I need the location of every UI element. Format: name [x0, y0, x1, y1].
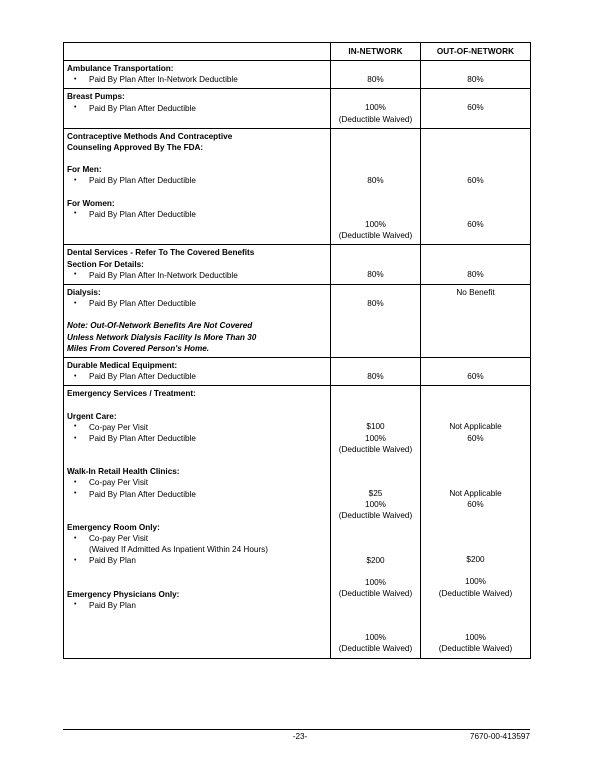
emergency-room-waiver-note: (Waived If Admitted As Inpatient Within 24 Hours)	[89, 545, 268, 555]
value-er-plan: 100%	[365, 577, 386, 587]
value-text: 80%	[367, 299, 384, 309]
benefit-bullet-list-women	[67, 209, 327, 220]
value-urgent-care-copay: Not Applicable	[449, 422, 502, 432]
footer-page-number: -23-	[292, 732, 308, 741]
spacer	[332, 477, 419, 488]
table-row	[64, 386, 531, 658]
value-out-of-network	[421, 89, 531, 128]
column-header-benefit	[64, 43, 331, 61]
value-text: 80%	[467, 270, 484, 280]
list-item: • Paid By Plan After Deductible	[67, 433, 327, 444]
spacer	[67, 444, 327, 455]
value-urgent-care-plan: 100%	[365, 433, 386, 443]
spacer	[422, 532, 529, 543]
list-item: • Paid By Plan	[67, 555, 327, 566]
value-out-of-network	[421, 386, 531, 658]
benefit-title: Breast Pumps:	[67, 92, 125, 102]
list-item: • Paid By Plan After Deductible	[67, 371, 327, 382]
value-text-women: 60%	[467, 220, 484, 230]
value-in-network	[331, 128, 421, 245]
value-text-women: 100%	[365, 220, 386, 230]
table-body	[64, 61, 531, 659]
spacer	[422, 142, 529, 153]
benefit-subheading-women: For Women:	[67, 198, 115, 208]
list-item: • Paid By Plan	[67, 600, 327, 611]
benefit-note-line-3: Miles From Covered Person's Home.	[67, 343, 210, 353]
spacer	[332, 621, 419, 632]
table-row	[64, 61, 531, 89]
list-item: • Paid By Plan After Deductible	[67, 298, 327, 309]
value-text: 80%	[467, 75, 484, 84]
spacer	[67, 153, 327, 164]
footer-divider	[63, 729, 530, 730]
value-out-of-network	[421, 61, 531, 89]
value-urgent-care-note: (Deductible Waived)	[338, 444, 413, 454]
value-text: 80%	[367, 270, 384, 280]
spacer	[332, 186, 419, 197]
value-in-network	[331, 61, 421, 89]
benefit-title: Durable Medical Equipment:	[67, 361, 178, 371]
value-er-physicians-plan: 100%	[365, 633, 386, 643]
spacer	[332, 197, 419, 208]
spacer	[422, 197, 529, 208]
benefits-table	[63, 42, 531, 659]
value-text-men: 80%	[367, 175, 384, 185]
benefit-ambulance-transportation	[64, 61, 331, 89]
value-walk-in-copay: Not Applicable	[449, 488, 502, 498]
value-walk-in-plan: 60%	[467, 500, 484, 510]
spacer	[67, 578, 327, 589]
spacer	[332, 91, 419, 102]
spacer	[332, 247, 419, 258]
spacer	[332, 455, 419, 466]
value-in-network	[331, 358, 421, 386]
benefit-bullet-list-emergency-physicians	[67, 600, 327, 611]
benefit-subheading-emergency-physicians: Emergency Physicians Only:	[67, 589, 180, 599]
benefit-contraceptive-methods	[64, 128, 331, 245]
spacer	[332, 466, 419, 477]
spacer	[422, 543, 529, 554]
value-out-of-network	[421, 285, 531, 358]
benefit-bullet-list	[67, 74, 327, 85]
spacer	[422, 455, 529, 466]
value-urgent-care-copay: $100	[366, 422, 385, 432]
value-walk-in-copay: $25	[368, 489, 383, 499]
spacer	[67, 455, 327, 466]
spacer	[332, 258, 419, 269]
spacer	[332, 164, 419, 175]
value-out-of-network	[421, 245, 531, 285]
benefit-title-line-1: Contraceptive Methods And Contraceptive	[67, 131, 233, 141]
spacer	[332, 153, 419, 164]
spacer	[332, 388, 419, 399]
spacer	[332, 287, 419, 298]
value-er-note: (Deductible Waived)	[438, 588, 513, 598]
value-out-of-network	[421, 128, 531, 245]
benefit-breast-pumps	[64, 89, 331, 128]
list-item: • Co-pay Per Visit	[67, 422, 327, 433]
list-item: • Paid By Plan After In-Network Deductible	[67, 270, 327, 281]
benefit-dialysis	[64, 285, 331, 358]
benefit-bullet-list	[67, 298, 327, 309]
table-header-row	[64, 43, 531, 61]
value-er-physicians-plan: 100%	[465, 632, 486, 642]
list-item: • Co-pay Per Visit	[67, 533, 327, 544]
benefit-title: Emergency Services / Treatment:	[67, 389, 196, 399]
spacer	[332, 410, 419, 421]
benefit-dental-services	[64, 245, 331, 285]
list-item: • Paid By Plan After Deductible	[67, 103, 327, 114]
spacer	[332, 599, 419, 610]
spacer	[67, 187, 327, 198]
spacer	[332, 360, 419, 371]
benefit-note-line-2: Unless Network Dialysis Facility Is More Than 30	[67, 332, 257, 342]
benefit-emergency-services	[64, 386, 331, 658]
value-text: 60%	[467, 372, 484, 382]
value-in-network	[331, 386, 421, 658]
spacer	[422, 621, 529, 632]
spacer	[332, 610, 419, 621]
benefit-subheading-men: For Men:	[67, 165, 102, 175]
value-text: 80%	[367, 372, 384, 382]
value-er-note: (Deductible Waived)	[338, 589, 413, 599]
value-out-of-network	[421, 358, 531, 386]
spacer	[422, 599, 529, 610]
benefit-title: Ambulance Transportation:	[67, 64, 174, 73]
spacer	[332, 208, 419, 219]
spacer	[422, 91, 529, 102]
value-text: No Benefit	[456, 288, 495, 298]
spacer	[422, 410, 529, 421]
benefit-title-line-2: Section For Details:	[67, 259, 144, 269]
spacer	[332, 544, 419, 555]
table-row	[64, 285, 531, 358]
column-header-out-of-network: OUT-OF-NETWORK	[421, 43, 531, 61]
spacer	[67, 309, 327, 320]
spacer	[422, 247, 529, 258]
value-in-network	[331, 89, 421, 128]
spacer	[422, 521, 529, 532]
value-er-copay: $200	[366, 555, 385, 565]
column-header-in-network: IN-NETWORK	[331, 43, 421, 61]
benefit-title: Dialysis:	[67, 288, 101, 298]
table-row	[64, 128, 531, 245]
benefit-bullet-list	[67, 103, 327, 114]
spacer	[422, 466, 529, 477]
spacer	[422, 164, 529, 175]
spacer	[332, 399, 419, 410]
value-in-network	[331, 245, 421, 285]
benefit-bullet-list-walk-in-clinics	[67, 477, 327, 499]
spacer	[422, 444, 529, 455]
value-note: (Deductible Waived)	[338, 114, 413, 124]
benefit-note-line-1: Note: Out-Of-Network Benefits Are Not Covered	[67, 321, 253, 331]
benefit-bullet-list-emergency-room	[67, 533, 327, 544]
value-walk-in-note: (Deductible Waived)	[338, 511, 413, 521]
spacer	[332, 131, 419, 142]
value-er-copay: $200	[466, 555, 485, 565]
spacer	[332, 566, 419, 577]
benefit-title-line-1: Dental Services - Refer To The Covered Benefits	[67, 248, 255, 258]
list-item: • Paid By Plan After Deductible	[67, 175, 327, 186]
benefit-bullet-list-emergency-room-2	[67, 555, 327, 566]
benefit-bullet-list-men	[67, 175, 327, 186]
value-urgent-care-plan: 60%	[467, 433, 484, 443]
benefit-subheading-urgent-care: Urgent Care:	[67, 411, 117, 421]
spacer	[332, 522, 419, 533]
spacer	[422, 565, 529, 576]
spacer	[332, 533, 419, 544]
value-text: 80%	[367, 75, 384, 84]
spacer	[422, 388, 529, 399]
list-item: • Paid By Plan After In-Network Deductible	[67, 74, 327, 85]
spacer	[67, 511, 327, 522]
spacer	[422, 510, 529, 521]
value-text-men: 60%	[467, 175, 484, 185]
spacer	[422, 399, 529, 410]
list-item: • Paid By Plan After Deductible	[67, 489, 327, 500]
benefit-subheading-walk-in-clinics: Walk-In Retail Health Clinics:	[67, 467, 180, 477]
spacer	[67, 567, 327, 578]
value-in-network	[331, 285, 421, 358]
benefit-bullet-list-urgent-care	[67, 422, 327, 444]
spacer	[67, 500, 327, 511]
value-text: 60%	[467, 103, 484, 113]
value-er-plan: 100%	[465, 577, 486, 587]
list-item: • Paid By Plan After Deductible	[67, 209, 327, 220]
spacer	[422, 186, 529, 197]
spacer	[422, 63, 529, 74]
spacer	[422, 153, 529, 164]
benefit-bullet-list	[67, 371, 327, 382]
table-header	[64, 43, 531, 61]
value-walk-in-plan: 100%	[365, 500, 386, 510]
spacer	[422, 477, 529, 488]
spacer	[332, 63, 419, 74]
value-note-women: (Deductible Waived)	[338, 231, 413, 241]
table-row	[64, 358, 531, 386]
spacer	[332, 142, 419, 153]
benefit-bullet-list	[67, 270, 327, 281]
benefit-title-line-2: Counseling Approved By The FDA:	[67, 143, 204, 153]
value-er-physicians-note: (Deductible Waived)	[338, 644, 413, 654]
benefit-subheading-emergency-room: Emergency Room Only:	[67, 522, 160, 532]
value-er-physicians-note: (Deductible Waived)	[438, 644, 513, 654]
list-item: • Co-pay Per Visit	[67, 477, 327, 488]
table-row	[64, 245, 531, 285]
spacer	[422, 208, 529, 219]
value-text: 100%	[365, 103, 386, 113]
benefit-durable-medical-equipment	[64, 358, 331, 386]
footer-document-id: 7670-00-413597	[469, 732, 530, 741]
spacer	[422, 360, 529, 371]
spacer	[422, 258, 529, 269]
spacer	[67, 400, 327, 411]
table-row	[64, 89, 531, 128]
spacer	[422, 610, 529, 621]
spacer	[422, 131, 529, 142]
